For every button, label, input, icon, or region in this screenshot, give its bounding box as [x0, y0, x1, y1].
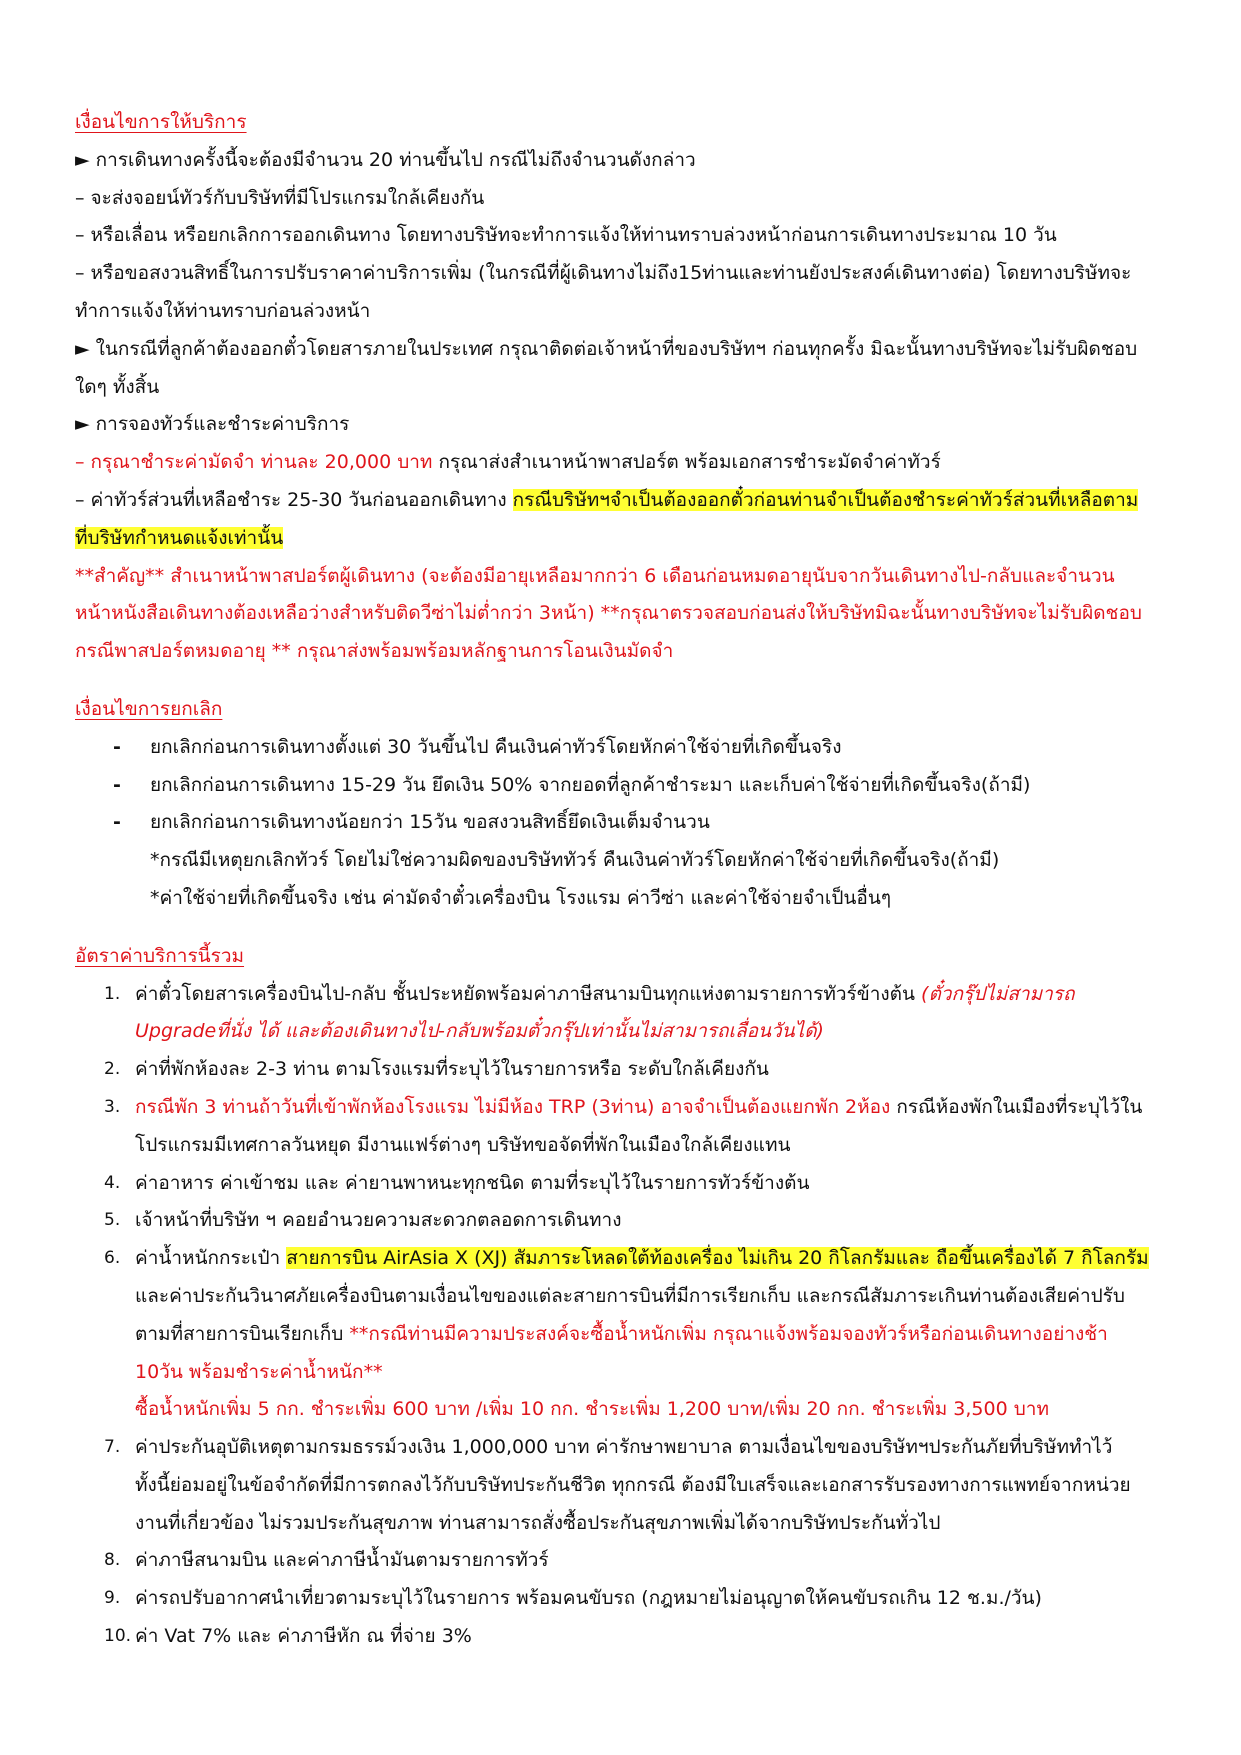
cancellation-item-text: ยกเลิกก่อนการเดินทาง 15-29 วัน ยึดเงิน 50% จากยอดที่ลูกค้าชำระมา และเก็บค่าใช้จ่ายที่เกิดขึ้นจริง(ถ้ามี) — [150, 773, 1031, 796]
included-item-text: ค่าตั๋วโดยสารเครื่องบินไป-กลับ ชั้นประหยัดพร้อมค่าภาษีสนามบินทุกแห่งตามรายการทัวร์ข้างต้น — [135, 982, 922, 1005]
item-number: 8. — [104, 1550, 121, 1571]
ticket-restriction-text: (ตั๋วกรุ๊ปไม่สามารถ Upgradeที่นั่ง ได้ และต้องเดินทางไป-กลับพร้อมตั๋วกรุ๊ปเท่านั้นไม่สามารถเลื่อนวันได้) — [135, 982, 1075, 1043]
item-number: 3. — [104, 1096, 121, 1117]
included-item-text: ค่าอาหาร ค่าเข้าชม และ ค่ายานพาหนะทุกชนิด ตามที่ระบุไว้ในรายการทัวร์ข้างต้น — [135, 1171, 810, 1194]
dash-bullet: - — [113, 735, 121, 758]
item-number: 7. — [104, 1437, 121, 1458]
included-item — [75, 1618, 1150, 1656]
passport-notice: **สำคัญ** สำเนาหน้าพาสปอร์ตผู้เดินทาง (จะต้องมีอายุเหลือมากกว่า 6 เดือนก่อนหมดอายุนับจากวันเดินทางไป-กลับและจำนวนหน้าหนังสือเดินทางต้องเหลือว่างสำหรับติดวีซ่าไม่ต่ำกว่า 3หน้า) **กรุณาตรวจสอบก่อนส่งให้บริษัทมิฉะนั้นทางบริษัทจะไม่รับผิดชอบกรณีพาสปอร์ตหมดอายุ ** กรุณาส่งพร้อมพร้อมหลักฐานการโอนเงินมัดจำ — [75, 564, 1142, 663]
document-page — [75, 104, 1150, 1656]
cancellation-item — [75, 767, 1150, 805]
deposit-instructions-text: กรุณาส่งสำเนาหน้าพาสปอร์ต พร้อมเอกสารชำระมัดจำค่าทัวร์ — [432, 451, 941, 474]
deposit-paragraph — [75, 444, 1150, 482]
section-heading-cancellation: เงื่อนไขการยกเลิก — [75, 697, 223, 720]
triple-room-notice: กรณีพัก 3 ท่านถ้าวันที่เข้าพักห้องโรงแรม ไม่มีห้อง TRP (3ท่าน) อาจจำเป็นต้องแยกพัก 2ห้อง — [135, 1095, 891, 1118]
extra-baggage-prices: ซื้อน้ำหนักเพิ่ม 5 กก. ชำระเพิ่ม 600 บาท /เพิ่ม 10 กก. ชำระเพิ่ม 1,200 บาท/เพิ่ม 20 กก. ชำระเพิ่ม 3,500 บาท — [135, 1398, 1049, 1421]
included-item-text: กรณีห้องพักในเมืองที่ระบุไว้ในโปรแกรมมีเทศกาลวันหยุด มีงานแฟร์ต่างๆ บริษัทขอจัดที่พักในเมืองใกล้เคียงแทน — [135, 1095, 1143, 1156]
included-item — [75, 1165, 1150, 1203]
cancellation-note: *กรณีมีเหตุยกเลิกทัวร์ โดยไม่ใช่ความผิดของบริษัททัวร์ คืนเงินค่าทัวร์โดยหักค่าใช้จ่ายที่เกิดขึ้นจริง(ถ้ามี) — [150, 849, 1000, 872]
included-item — [75, 1580, 1150, 1618]
cancellation-note: *ค่าใช้จ่ายที่เกิดขึ้นจริง เช่น ค่ามัดจำตั๋วเครื่องบิน โรงแรม ค่าวีซ่า และค่าใช้จ่ายจำเป็นอื่นๆ — [150, 886, 892, 909]
cancellation-item-text: ยกเลิกก่อนการเดินทางตั้งแต่ 30 วันขึ้นไป คืนเงินค่าทัวร์โดยหักค่าใช้จ่ายที่เกิดขึ้นจริง — [150, 735, 842, 758]
dash-bullet: - — [113, 773, 121, 796]
cancellation-item — [75, 804, 1150, 842]
included-item-text: ค่าประกันอุบัติเหตุตามกรมธรรม์วงเงิน 1,000,000 บาท ค่ารักษาพยาบาล ตามเงื่อนไขของบริษัทฯประกันภัยที่บริษัททำไว้ ทั้งนี้ย่อมอยู่ในข้อจำกัดที่มีการตกลงไว้กับบริษัทประกันชีวิต ทุกกรณี ต้องมีใบเสร็จและเอกสารรับรองทางการแพทย์จากหน่วยงานที่เกี่ยวข้อง ไม่รวมประกันสุขภาพ ท่านสามารถสั่งซื้อประกันสุขภาพเพิ่มได้จากบริษัทประกันทั่วไป — [135, 1436, 1131, 1534]
included-item-text: ค่ารถปรับอากาศนำเที่ยวตามระบุไว้ในรายการ พร้อมคนขับรถ (กฎหมายไม่อนุญาตให้คนขับรถเกิน 12 ช.ม./วัน) — [135, 1587, 1042, 1610]
baggage-allowance-highlight: สายการบิน AirAsia X (XJ) สัมภาระโหลดใต้ท้องเครื่อง ไม่เกิน 20 กิโลกรัมและ ถือขึ้นเครื่องได้ 7 กิโลกรัม — [286, 1247, 1149, 1270]
section-heading-conditions: เงื่อนไขการให้บริการ — [75, 111, 247, 133]
item-number: 1. — [104, 983, 121, 1004]
conditions-paragraph: ► ในกรณีที่ลูกค้าต้องออกตั๋วโดยสารภายในประเทศ กรุณาติดต่อเจ้าหน้าที่ของบริษัทฯ ก่อนทุกครั้ง มิฉะนั้นทางบริษัทจะไม่รับผิดชอบใดๆ ทั้งสิ้น — [75, 337, 1138, 398]
conditions-paragraph: – หรือเลื่อน หรือยกเลิกการออกเดินทาง โดยทางบริษัทจะทำการแจ้งให้ท่านทราบล่วงหน้าก่อนการเดินทางประมาณ 10 วัน — [75, 224, 1057, 247]
item-number: 4. — [104, 1172, 121, 1193]
item-number: 2. — [104, 1059, 121, 1080]
item-number: 10. — [104, 1626, 132, 1647]
item-number: 9. — [104, 1588, 121, 1609]
included-item-text: ค่าภาษีสนามบิน และค่าภาษีน้ำมันตามรายการทัวร์ — [135, 1549, 549, 1572]
included-item-text: และค่าประกันวินาศภัยเครื่องบินตามเงื่อนไขของแต่ละสายการบินที่มีการเรียกเก็บ และกรณีสัมภาระเกินท่านต้องเสียค่าปรับตามที่สายการบินเรียกเก็บ — [135, 1284, 1125, 1345]
section-gap — [75, 918, 1150, 938]
conditions-paragraph: ► การจองทัวร์และชำระค่าบริการ — [75, 413, 350, 436]
balance-text: – ค่าทัวร์ส่วนที่เหลือชำระ 25-30 วันก่อนออกเดินทาง — [75, 488, 513, 511]
included-item — [75, 976, 1150, 1052]
item-number: 6. — [104, 1248, 121, 1269]
cancellation-item — [75, 729, 1150, 767]
conditions-paragraph: ► การเดินทางครั้งนี้จะต้องมีจำนวน 20 ท่านขึ้นไป กรณีไม่ถึงจำนวนดังกล่าว — [75, 148, 696, 171]
section-heading-included: อัตราค่าบริการนี้รวม — [75, 944, 245, 967]
deposit-amount-text: – กรุณาชำระค่ามัดจำ ท่านละ 20,000 บาท — [75, 451, 433, 474]
included-item — [75, 1202, 1150, 1240]
section-gap — [75, 671, 1150, 691]
conditions-paragraph: – จะส่งจอยน์ทัวร์กับบริษัทที่มีโปรแกรมใกล้เคียงกัน — [75, 186, 485, 209]
included-item-text: เจ้าหน้าที่บริษัท ฯ คอยอำนวยความสะดวกตลอดการเดินทาง — [135, 1209, 622, 1232]
included-item — [75, 1240, 1150, 1429]
extra-baggage-notice: **กรณีท่านมีความประสงค์จะซื้อน้ำหนักเพิ่ม กรุณาแจ้งพร้อมจองทัวร์หรือก่อนเดินทางอย่างช้า 10วัน พร้อมชำระค่าน้ำหนัก** — [135, 1322, 1108, 1383]
included-item — [75, 1051, 1150, 1089]
balance-paragraph — [75, 482, 1150, 558]
balance-highlight-text: กรณีบริษัทฯจำเป็นต้องออกตั๋วก่อนท่านจำเป็นต้องชำระค่าทัวร์ส่วนที่เหลือตามที่บริษัทกำหนดแจ้งเท่านั้น — [75, 488, 1139, 549]
included-item — [75, 1089, 1150, 1165]
included-item-text: ค่า Vat 7% และ ค่าภาษีหัก ณ ที่จ่าย 3% — [135, 1625, 472, 1648]
item-number: 5. — [104, 1210, 121, 1231]
conditions-paragraph: – หรือขอสงวนสิทธิ์ในการปรับราคาค่าบริการเพิ่ม (ในกรณีที่ผู้เดินทางไม่ถึง15ท่านและท่านยังประสงค์เดินทางต่อ) โดยทางบริษัทจะทำการแจ้งให้ท่านทราบก่อนล่วงหน้า — [75, 262, 1132, 322]
included-item-text: ค่าที่พักห้องละ 2-3 ท่าน ตามโรงแรมที่ระบุไว้ในรายการหรือ ระดับใกล้เคียงกัน — [135, 1058, 769, 1081]
included-item — [75, 1429, 1150, 1542]
cancellation-item-text: ยกเลิกก่อนการเดินทางน้อยกว่า 15วัน ขอสงวนสิทธิ์ยึดเงินเต็มจำนวน — [150, 811, 710, 834]
dash-bullet: - — [113, 811, 121, 834]
included-item-text: ค่าน้ำหนักกระเป๋า — [135, 1247, 287, 1270]
included-item — [75, 1542, 1150, 1580]
